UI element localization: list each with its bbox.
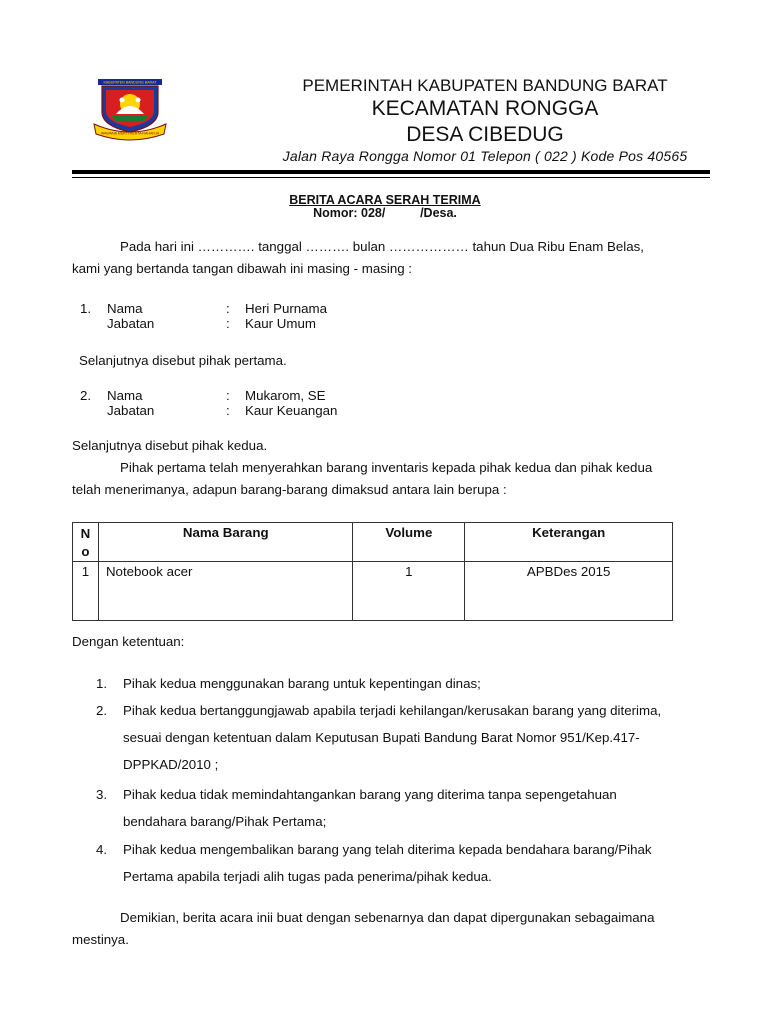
term-item-1	[72, 671, 696, 698]
letterhead-address: Jalan Raya Rongga Nomor 01 Telepon ( 022 ) Kode Pos 40565	[282, 148, 688, 164]
items-table	[72, 522, 673, 621]
cell-note: APBDes 2015	[465, 562, 673, 621]
transfer-line-1: Pihak pertama telah menyerahkan barang inventaris kepada pihak kedua dan pihak kedua	[120, 460, 653, 475]
transfer-line-2: telah menerimanya, adapun barang-barang dimaksud antara lain berupa :	[72, 482, 507, 497]
party-1-role-label: Jabatan	[107, 316, 155, 331]
party-1-designation: Selanjutnya disebut pihak pertama.	[79, 353, 287, 368]
party-2-role-label: Jabatan	[107, 403, 155, 418]
regency-emblem-logo	[92, 78, 168, 142]
cell-volume: 1	[353, 562, 465, 621]
header-item-name: Nama Barang	[98, 523, 353, 562]
letterhead-divider-thin	[72, 177, 710, 178]
cell-no: 1	[73, 562, 99, 621]
party-2-designation: Selanjutnya disebut pihak kedua.	[72, 438, 268, 453]
intro-line-2: kami yang bertanda tangan dibawah ini masing - masing :	[72, 261, 413, 276]
terms-heading: Dengan ketentuan:	[72, 634, 185, 649]
party-1-role-colon: :	[226, 316, 230, 331]
term-3-number: 3.	[96, 787, 108, 802]
document-number: Nomor: 028/ /Desa.	[313, 206, 457, 220]
header-no: N o	[73, 523, 99, 562]
party-1-name-value: Heri Purnama	[245, 301, 328, 316]
table-row	[73, 562, 673, 621]
term-item-4	[72, 837, 696, 891]
items-table-header-row	[73, 523, 673, 562]
term-1-number: 1.	[96, 676, 108, 691]
term-1-line-1: Pihak kedua menggunakan barang untuk kepentingan dinas;	[123, 676, 481, 691]
term-item-3	[72, 782, 696, 836]
party-1-name-label: Nama	[107, 301, 143, 316]
logo-banner-text: WAWANA MUKTI KERTA RAHARJA	[100, 131, 160, 136]
intro-line-1: Pada hari ini …………. tanggal ………. bulan ……………… tahun Dua Ribu Enam Belas,	[120, 239, 644, 254]
closing-line-2: mestinya.	[72, 932, 129, 947]
term-2-line-2: sesuai dengan ketentuan dalam Keputusan Bupati Bandung Barat Nomor 951/Kep.417-	[123, 730, 640, 745]
document-title: BERITA ACARA SERAH TERIMA	[289, 193, 481, 207]
letterhead-district: KECAMATAN RONGGA	[371, 97, 599, 120]
cell-item-name: Notebook acer	[98, 562, 353, 621]
party-2-name-value: Mukarom, SE	[245, 388, 326, 403]
logo-top-text: KABUPATEN BANDUNG BARAT	[103, 80, 157, 85]
party-2-number: 2.	[80, 388, 92, 403]
party-2-name-label: Nama	[107, 388, 143, 403]
term-3-line-1: Pihak kedua tidak memindahtangankan barang yang diterima tanpa sepengetahuan	[123, 787, 617, 802]
party-1-number: 1.	[80, 301, 92, 316]
closing-line-1: Demikian, berita acara inii buat dengan sebenarnya dan dapat dipergunakan sebagaimana	[120, 910, 655, 925]
term-4-line-1: Pihak kedua mengembalikan barang yang telah diterima kepada bendahara barang/Pihak	[123, 842, 652, 857]
header-volume: Volume	[353, 523, 465, 562]
header-note: Keterangan	[465, 523, 673, 562]
party-1-name-colon: :	[226, 301, 230, 316]
party-2-name-colon: :	[226, 388, 230, 403]
term-4-number: 4.	[96, 842, 108, 857]
letterhead-divider-thick	[72, 170, 710, 174]
term-3-line-2: bendahara barang/Pihak Pertama;	[123, 814, 327, 829]
party-2-role-value: Kaur Keuangan	[245, 403, 338, 418]
term-2-number: 2.	[96, 703, 108, 718]
term-4-line-2: Pertama apabila terjadi alih tugas pada penerima/pihak kedua.	[123, 869, 492, 884]
party-1-role-value: Kaur Umum	[245, 316, 316, 331]
term-2-line-3: DPPKAD/2010 ;	[123, 757, 219, 772]
letterhead-government: PEMERINTAH KABUPATEN BANDUNG BARAT	[302, 76, 668, 95]
letterhead-village: DESA CIBEDUG	[406, 123, 564, 146]
term-2-line-1: Pihak kedua bertanggungjawab apabila terjadi kehilangan/kerusakan barang yang diterima,	[123, 703, 662, 718]
party-2-role-colon: :	[226, 403, 230, 418]
term-item-2	[72, 698, 696, 778]
